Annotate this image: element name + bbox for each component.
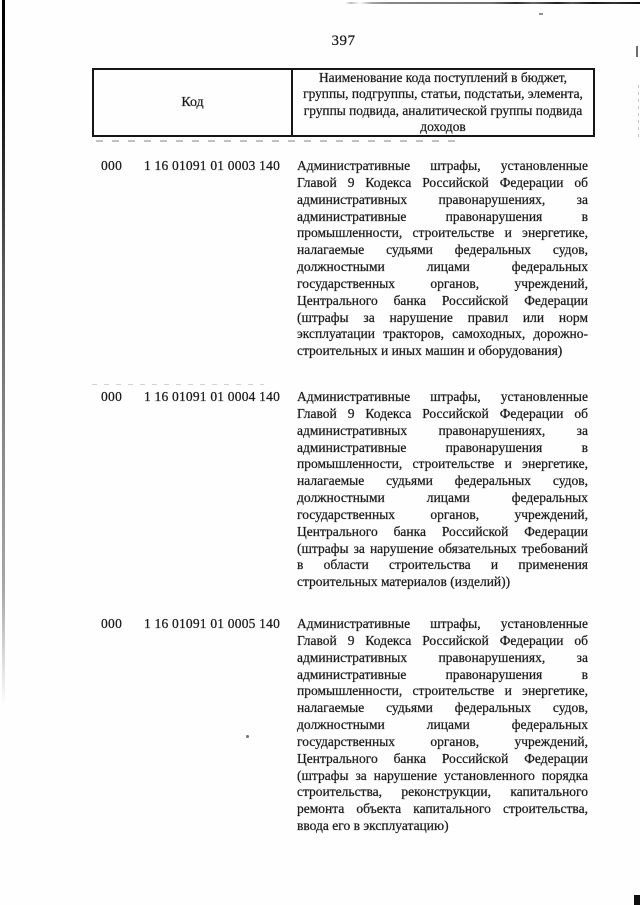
row-description: Административные штрафы, установленные Главой 9 Кодекса Российской Федерации об административных правонарушениях, за административные правонарушения в промышленности, строительстве и энергетике, налагаемые судьями федеральных судов, должностными лицами федеральных государственных органов, учреждений, Центрального банка Российской Федерации (штрафы за нарушение установленного порядка строительства, реконструкции, капитального ремонта объекта капитального строительства, ввода его в эксплуатацию) <box>297 616 588 834</box>
table-header-name-label: Наименование кода поступлений в бюджет, группы, подгруппы, статьи, подстатьи, элемента, группы подвида, аналитической группы подвида доходов <box>303 70 583 134</box>
table-header-name-cell <box>293 70 593 135</box>
bottom-right-scan-mark <box>634 895 640 905</box>
right-edge-scan-tick <box>636 46 638 57</box>
table-row <box>0 389 640 591</box>
scan-speck <box>539 13 543 15</box>
row-description: Административные штрафы, установленные Главой 9 Кодекса Российской Федерации об административных правонарушениях, за административные правонарушения в промышленности, строительстве и энергетике, налагаемые судьями федеральных судов, должностными лицами федеральных государственных органов, учреждений, Центрального банка Российской Федерации (штрафы за нарушение правил или норм эксплуатации тракторов, самоходных, дорожно-строительных и иных машин и оборудования) <box>297 158 588 359</box>
table-row <box>0 616 640 835</box>
table-header-code-cell <box>94 70 293 135</box>
table-header-code-label: Код <box>181 94 204 110</box>
row-description: Административные штрафы, установленные Главой 9 Кодекса Российской Федерации об административных правонарушениях, за административные правонарушения в промышленности, строительстве и энергетике, налагаемые судьями федеральных судов, должностными лицами федеральных государственных органов, учреждений, Центрального банка Российской Федерации (штрафы за нарушение обязательных требований в области строительства и применения строительных материалов (изделий)) <box>297 389 588 590</box>
top-scan-artifact-line <box>345 2 640 5</box>
right-edge-dotted-artifact <box>638 85 639 137</box>
row-code-prefix: 000 <box>101 158 123 173</box>
row-code-prefix: 000 <box>101 389 123 404</box>
row-code: 1 16 01091 01 0004 140 <box>144 389 281 404</box>
row-code-prefix: 000 <box>101 616 123 631</box>
codes-table-header <box>92 68 595 137</box>
table-row <box>0 158 640 360</box>
row-code: 1 16 01091 01 0005 140 <box>144 616 281 631</box>
page-number: 397 <box>331 33 356 49</box>
row-code: 1 16 01091 01 0003 140 <box>144 158 281 173</box>
mid-page-scan-dashes <box>92 384 264 385</box>
table-bottom-scan-dashes <box>96 140 464 142</box>
